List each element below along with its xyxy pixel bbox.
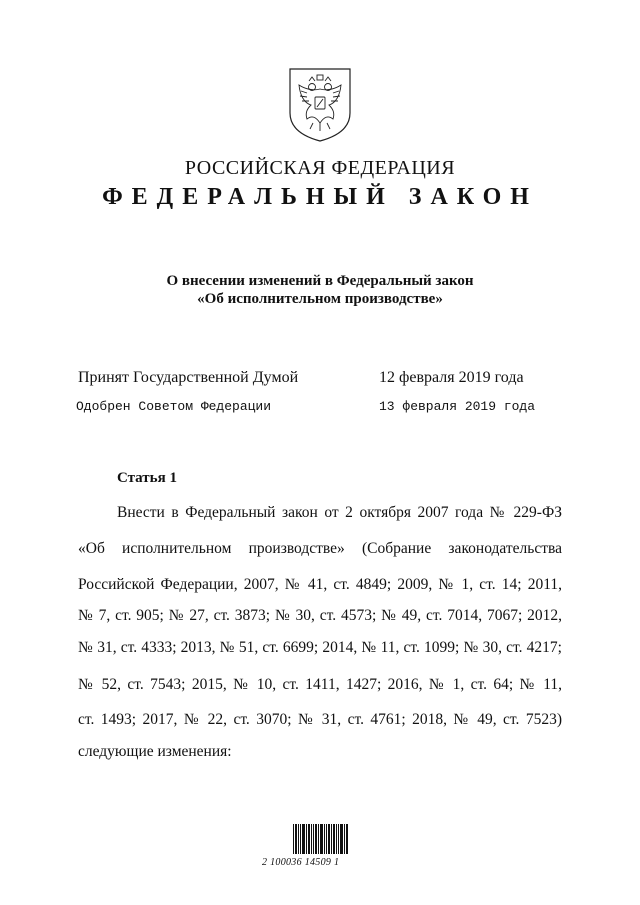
article-line: № 31, ст. 4333; 2013, № 51, ст. 6699; 2014, № 11, ст. 1099; № 30, ст. 4217; [78, 639, 562, 656]
article-line: ст. 1493; 2017, № 22, ст. 3070; № 31, ст. 4761; 2018, № 49, ст. 7523) [78, 711, 562, 728]
barcode-number: 2 100036 14509 1 [262, 857, 340, 868]
document-type-heading: ФЕДЕРАЛЬНЫЙ ЗАКОН [102, 184, 538, 210]
duma-adoption-label: Принят Государственной Думой [78, 369, 299, 386]
law-title-line-2: «Об исполнительном производстве» [197, 291, 443, 307]
article-heading: Статья 1 [117, 470, 177, 486]
council-approval-date: 13 февраля 2019 года [379, 399, 536, 414]
coat-of-arms-emblem [287, 67, 353, 143]
article-line: Российской Федерации, 2007, № 41, ст. 4849; 2009, № 1, ст. 14; 2011, [78, 576, 562, 593]
duma-adoption-date: 12 февраля 2019 года [379, 369, 524, 386]
law-title-line-1: О внесении изменений в Федеральный закон [166, 273, 474, 289]
article-line: следующие изменения: [78, 743, 232, 760]
article-line: Внести в Федеральный закон от 2 октября 2007 года № 229-ФЗ [117, 504, 562, 521]
barcode-image [293, 824, 349, 854]
council-approval-label: Одобрен Советом Федерации [76, 399, 272, 414]
article-line: № 7, ст. 905; № 27, ст. 3873; № 30, ст. 4573; № 49, ст. 7014, 7067; 2012, [78, 607, 562, 624]
country-heading: РОССИЙСКАЯ ФЕДЕРАЦИЯ [184, 157, 456, 179]
article-line: «Об исполнительном производстве» (Собрание законодательства [78, 540, 562, 557]
article-line: № 52, ст. 7543; 2015, № 10, ст. 1411, 1427; 2016, № 1, ст. 64; № 11, [78, 676, 562, 693]
